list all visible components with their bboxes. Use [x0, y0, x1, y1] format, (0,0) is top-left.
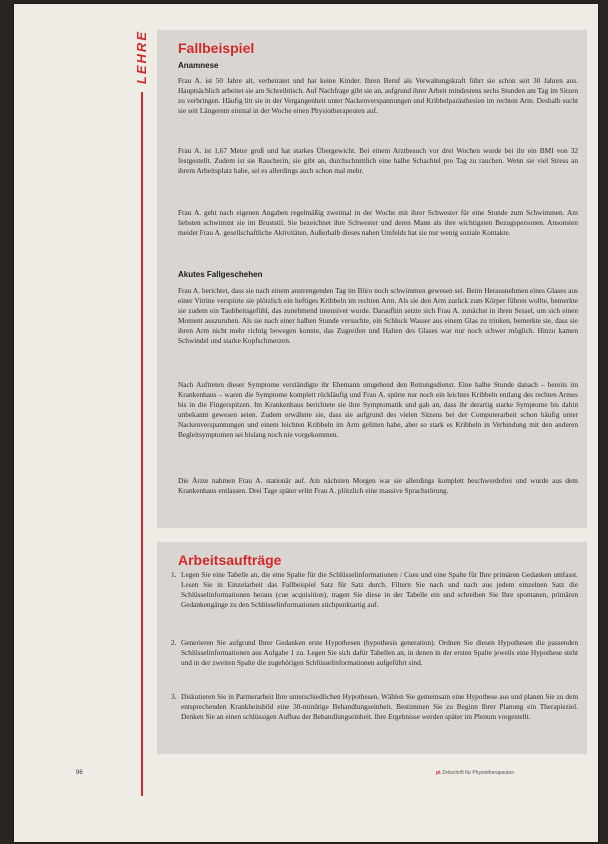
journal-name: Zeitschrift für Physiotherapeuten — [442, 770, 515, 776]
anamnesis-heading: Anamnese — [178, 61, 219, 70]
task-number: 2. — [171, 638, 177, 647]
task-number: 3. — [171, 692, 177, 701]
acute-paragraph-1: Frau A. berichtet, dass sie nach einem anstrengenden Tag im Büro noch schwimmen gewesen sei. Beim Herausnehmen eines Glases aus einer Vitrine verspürte sie plötzlich ein heftiges Kribbeln im rechten Arm. Als sie den Arm zurück zum Körper führen wollte, bemerkte sie zudem ein Taubheitsgefühl, das zunehmend intensiver wurde. Daraufhin setzte sich Frau A. zunächst in ihren Sessel, um sich einen Moment auszuruhen. Als sie nach einer halben Stunde versuchte, ein Schluck Wasser aus einem Glas zu trinken, bemerkte sie, dass sie ihren Arm nicht mehr richtig bewegen konnte, das Zugreifen und Halten des Glases war nur noch schwer möglich. Hinzu kamen Schwindel und starke Kopfschmerzen. — [178, 286, 578, 345]
task-text: Diskutieren Sie in Partnerarbeit Ihre unterschiedlichen Hypothesen. Wählen Sie gemeinsam eine Hypothese aus und planen Sie zu dem entsprechenden Krankheitsbild eine 30-minütige Behandlungseinheit. Bestimmen Sie zu Beginn Ihrer Planung ein Therapieziel. Denken Sie an einen schlüssigen Aufbau der Behandlungseinheit. Ihre Ergebnisse werden später im Plenum vorgestellt. — [181, 692, 578, 721]
task-text: Generieren Sie aufgrund Ihrer Gedanken erste Hypothesen (hypothesis generation). Ordnen Sie diesen Hypothesen die passenden Schlüsselinformationen aus Aufgabe 1 zu. Legen Sie sich dafür Tabellen an, in denen in der ersten Spalte jeweils eine Hypothese steht und in der zweiten Spalte die zugehörigen Schlüsselinformationen aufgeführt sind. — [181, 638, 578, 667]
acute-case-heading: Akutes Fallgeschehen — [178, 270, 263, 279]
task-number: 1. — [171, 570, 177, 579]
anamnesis-paragraph-3: Frau A. geht nach eigenen Angaben regelmäßig zweimal in der Woche mit ihrer Schwester für eine Stunde zum Schwimmen. Am liebsten schwimmt sie im Bruststil. Sie bezeichnet ihre Schwester und deren Mann als ihre wichtigsten Bezugspersonen. Ansonsten meidet Frau A. gesellschaftliche Aktivitäten. Außerhalb dieses nahen Umfelds hat sie nur wenig soziale Kontakte. — [178, 208, 578, 237]
tasks-title: Arbeitsaufträge — [178, 552, 282, 568]
acute-paragraph-2: Nach Auftreten dieser Symptome verständigte ihr Ehemann umgehend den Rettungsdienst. Eine halbe Stunde danach – bereits im Krankenhaus – waren die Symptome komplett rückläufig und Frau A. spürte nur noch ein leichtes Kribbeln entlang des rechten Armes bis in die Fingerspitzen. Im Krankenhaus berichtete sie ihre Symptomatik und gab an, dass ihr derartig starke Symptome bis dahin unbekannt gewesen seien. Zudem erwähnte sie, dass sie aufgrund des vielen Sitzens bei der Computerarbeit schon häufig unter Nackenverspannungen und einem leichten Kribbeln im Arm gelitten habe, aber so stark es Kribbeln in Verbindung mit den anderen Begleitsymptomen sei bislang noch nie vorgekommen. — [178, 380, 578, 439]
task-item — [171, 570, 578, 610]
anamnesis-paragraph-1: Frau A. ist 50 Jahre alt, verheiratet und hat keine Kinder. Ihren Beruf als Verwaltungskraft führt sie schon seit 30 Jahren aus. Hauptsächlich arbeitet sie am Schreibtisch. Auf Nachfrage gibt sie an, aufgrund ihrer Arbeit mindestens sechs Stunden am Tag im Sitzen zu verbringen. Häufig litt sie in der Vergangenheit unter Nackenverspannungen und Kribbelparästhesien im rechten Arm. Deshalb sucht sie seit Längerem einmal in der Woche einen Physiotherapeuten auf. — [178, 76, 578, 115]
page-number: 96 — [76, 770, 83, 776]
tasks-box — [157, 542, 587, 754]
page — [14, 4, 598, 842]
case-study-title: Fallbeispiel — [178, 40, 255, 56]
anamnesis-paragraph-2: Frau A. ist 1,67 Meter groß und hat starkes Übergewicht. Bei einem Arztbesuch vor drei Wochen wurde bei ihr ein BMI von 32 festgestellt. Zudem ist sie Raucherin, sie gibt an, durchschnittlich eine halbe Schachtel pro Tag zu rauchen. Wenn sie viel Stress an ihrem Arbeitsplatz habe, sei es allerdings auch schon mal mehr. — [178, 146, 578, 175]
task-item — [171, 692, 578, 722]
journal-abbreviation: pt — [436, 770, 441, 776]
acute-paragraph-3: Die Ärzte nahmen Frau A. stationär auf. Am nächsten Morgen war sie allerdings komplett beschwerdefrei und wurde aus dem Krankenhaus entlassen. Drei Tage später erlitt Frau A. plötzlich eine massive Sprachstörung. — [178, 476, 578, 495]
case-study-box — [157, 30, 587, 528]
section-divider-line — [141, 92, 143, 796]
task-text: Legen Sie eine Tabelle an, die eine Spalte für die Schlüsselinformationen / Cues und eine Spalte für Ihre primären Gedanken umfasst. Lesen Sie in Einzelarbeit das Fallbeispiel Satz für Satz durch. Filtern Sie nach und nach aus jedem einzelnen Satz die Schlüsselinformationen heraus (cue acquisition), tragen Sie diese in der Tabelle ein und schreiben Sie Ihre spontanen, primären Gedankengänge zu den Schlüsselinformationen stichpunktartig auf. — [181, 570, 578, 609]
section-label: LEHRE — [134, 30, 149, 85]
journal-footer — [436, 770, 514, 776]
task-item — [171, 638, 578, 668]
